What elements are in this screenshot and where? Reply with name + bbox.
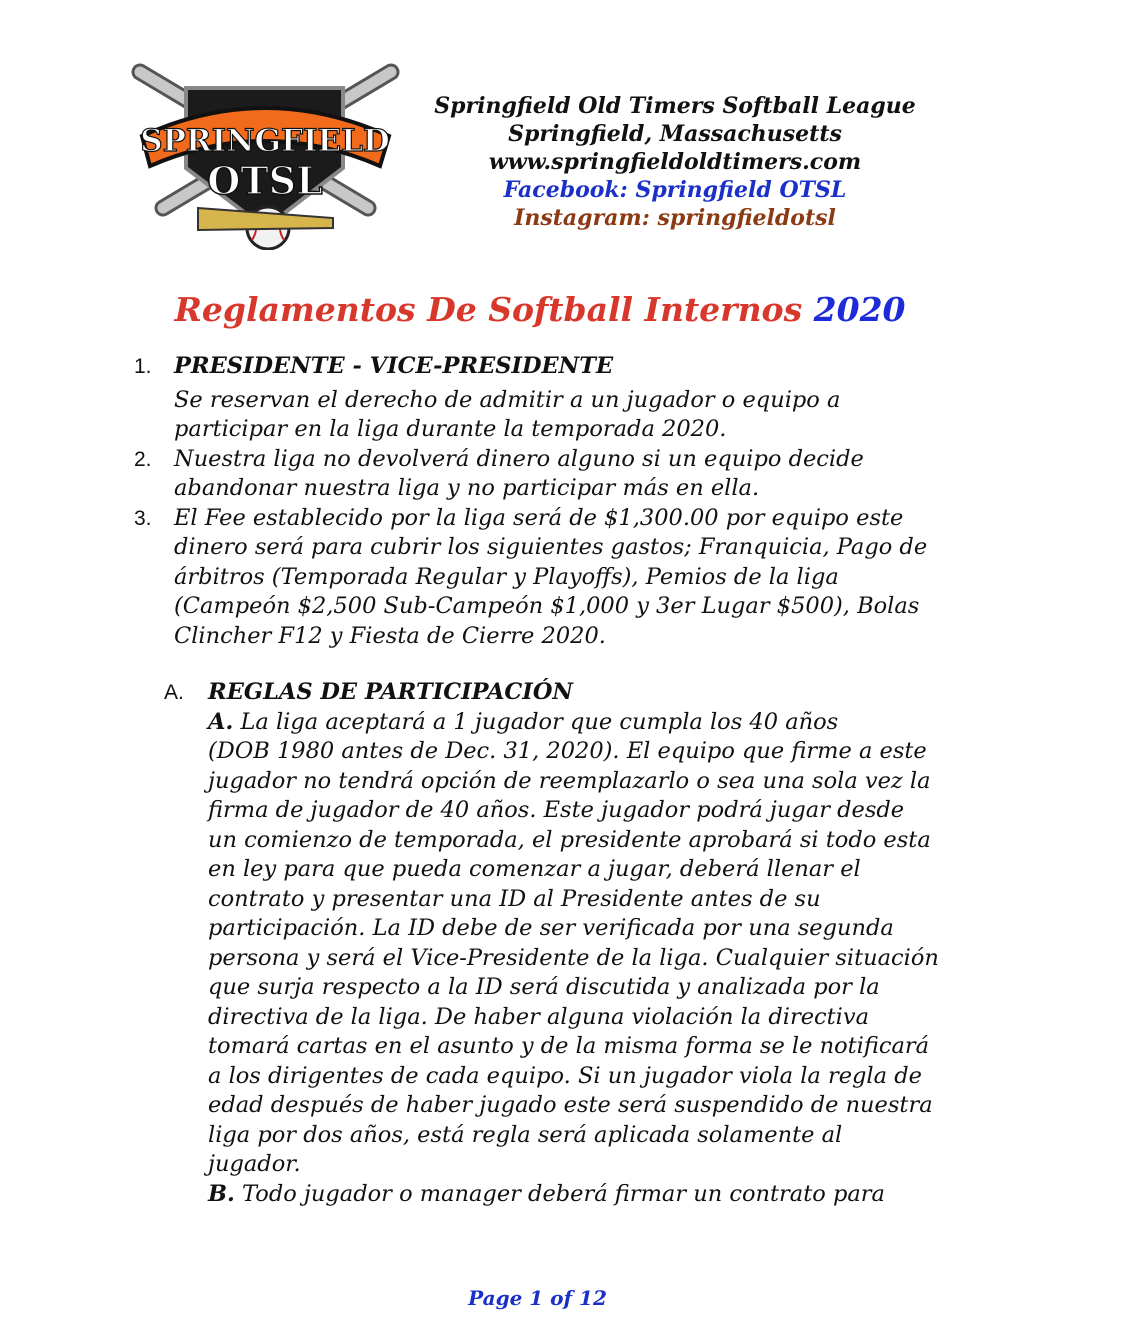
paragraph-letter: A.: [208, 708, 234, 735]
rule-number: 1.: [134, 355, 152, 378]
section-paragraph: [208, 1180, 954, 1210]
paragraph-line: participación. La ID debe de ser verificada por una segunda: [208, 915, 894, 941]
league-logo: [128, 58, 403, 250]
section-heading: REGLAS DE PARTICIPACIÓN: [208, 679, 573, 705]
paragraph-letter: B.: [208, 1180, 235, 1207]
page-number: Page 1 of 12: [468, 1286, 607, 1310]
paragraph-line: tomará cartas en el asunto y de la misma forma se le notificará: [208, 1033, 930, 1059]
rule-text: El Fee establecido por la liga será de $1,300.00 por equipo este dinero será para cubrir los siguientes gastos; Franquicia, Pago de árbitros (Temporada Regular y Playoffs), Pemios de la liga (Campeón $2,500 Sub-Campeón $1,000 y 3er Lugar $500), Bolas Clincher F12 y Fiesta de Cierre 2020.: [174, 504, 928, 649]
rule-item: [134, 445, 954, 504]
rule-item: [134, 504, 954, 652]
rule-number: 2.: [134, 447, 152, 471]
paragraph-line: directiva de la liga. De haber alguna violación la directiva: [208, 1003, 869, 1030]
rule-text: Se reservan el derecho de admitir a un jugador o equipo a participar en la liga durante la temporada 2020.: [174, 386, 841, 442]
league-name: Springfield Old Timers Softball League: [434, 93, 916, 119]
paragraph-line: contrato y presentar una ID al Presidente antes de su: [208, 885, 821, 912]
logo-bottom-text: OTSL: [207, 158, 323, 203]
rule-item: [134, 352, 954, 445]
paragraph-line: en ley para que pueda comenzar a jugar, deberá llenar el: [208, 856, 861, 882]
document-title: [0, 290, 1080, 329]
document-title-year: 2020: [813, 290, 906, 329]
paragraph-line: firma de jugador de 40 años. Este jugador podrá jugar desde: [208, 797, 905, 823]
facebook-link[interactable]: Facebook: Springfield OTSL: [503, 177, 847, 203]
logo-top-text: SPRINGFIELD: [140, 123, 390, 159]
paragraph-line: (DOB 1980 antes de Dec. 31, 2020). El equipo que firme a este: [208, 738, 927, 764]
paragraph-line: B. Todo jugador o manager deberá firmar un contrato para: [208, 1180, 885, 1207]
rule-heading: PRESIDENTE - VICE-PRESIDENTE: [174, 353, 614, 379]
rules-list: [134, 352, 954, 1209]
otsl-logo-graphic: [128, 58, 403, 250]
paragraph-line: a los dirigentes de cada equipo. Si un jugador viola la regla de: [208, 1062, 922, 1089]
instagram-link[interactable]: Instagram: springfieldotsl: [514, 205, 836, 231]
document-title-text: Reglamentos De Softball Internos: [174, 290, 803, 329]
section-letter: A.: [164, 681, 184, 704]
paragraph-line: que surja respecto a la ID será discutida y analizada por la: [208, 974, 880, 1000]
league-header: [395, 92, 955, 232]
league-website[interactable]: www.springfieldoldtimers.com: [488, 149, 862, 175]
paragraph-line: liga por dos años, está regla será aplicada solamente al: [208, 1121, 843, 1148]
league-location: Springfield, Massachusetts: [508, 121, 842, 147]
paragraph-line: A. La liga aceptará a 1 jugador que cumpla los 40 años: [208, 708, 839, 735]
paragraph-line: persona y será el Vice-Presidente de la liga. Cualquier situación: [208, 944, 939, 971]
paragraph-line: un comienzo de temporada, el presidente aprobará si todo esta: [208, 826, 931, 853]
rule-number: 3.: [134, 506, 152, 530]
paragraph-line: jugador.: [208, 1151, 301, 1177]
participation-rules-section: [134, 678, 954, 1209]
paragraph-line: edad después de haber jugado este será suspendido de nuestra: [208, 1092, 933, 1118]
section-paragraph: [208, 708, 954, 1180]
rule-text: Nuestra liga no devolverá dinero alguno si un equipo decide abandonar nuestra liga y no participar más en ella.: [174, 445, 864, 501]
paragraph-line: jugador no tendrá opción de reemplazarlo o sea una sola vez la: [208, 767, 931, 794]
